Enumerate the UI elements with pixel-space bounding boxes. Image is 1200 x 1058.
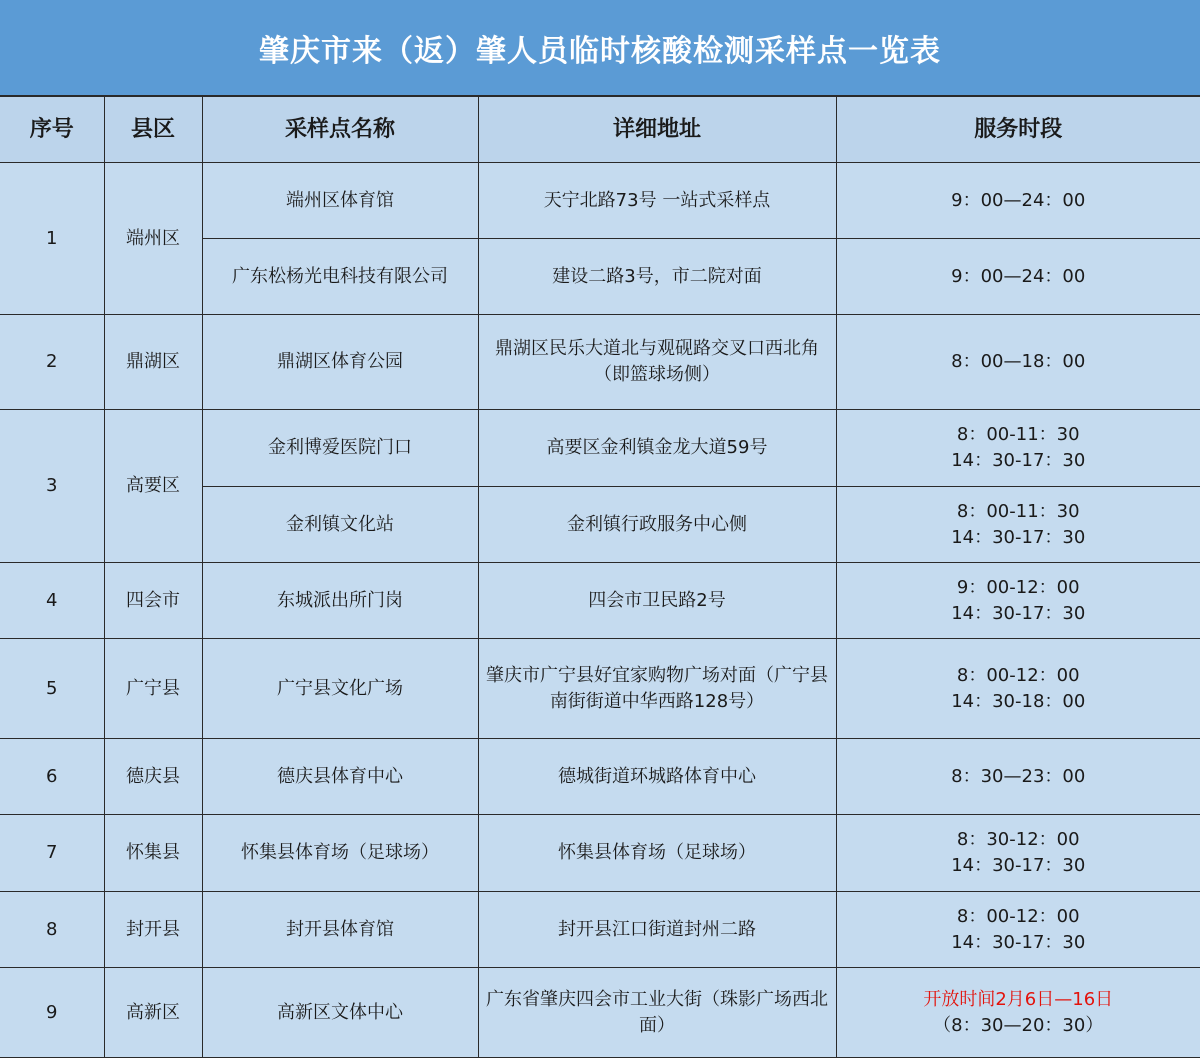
table-row bbox=[0, 968, 1200, 1058]
page-title: 肇庆市来（返）肇人员临时核酸检测采样点一览表 bbox=[0, 0, 1200, 96]
sampling-sites-table bbox=[0, 96, 1200, 1058]
site-name-cell: 广宁县文化广场 bbox=[202, 639, 478, 739]
table-row bbox=[0, 163, 1200, 239]
district-cell: 高新区 bbox=[104, 968, 202, 1058]
row-number: 2 bbox=[0, 315, 104, 410]
address-cell: 高要区金利镇金龙大道59号 bbox=[478, 410, 836, 487]
hours-cell bbox=[836, 487, 1200, 563]
table-row bbox=[0, 892, 1200, 968]
hours-line: 8：00-11：30 bbox=[956, 500, 1080, 522]
table-row bbox=[0, 639, 1200, 739]
hours-line: 8：00-12：00 bbox=[956, 905, 1080, 927]
address-cell: 广东省肇庆四会市工业大街（珠影广场西北面） bbox=[478, 968, 836, 1058]
district-cell: 怀集县 bbox=[104, 815, 202, 892]
table-header-row bbox=[0, 97, 1200, 163]
hours-line: 14：30-18：00 bbox=[951, 690, 1086, 712]
hours-cell bbox=[836, 315, 1200, 410]
site-name-cell: 德庆县体育中心 bbox=[202, 739, 478, 815]
site-name-cell: 高新区文体中心 bbox=[202, 968, 478, 1058]
hours-cell bbox=[836, 563, 1200, 639]
site-name-cell: 端州区体育馆 bbox=[202, 163, 478, 239]
hours-line: 8：00-12：00 bbox=[956, 664, 1080, 686]
hours-cell bbox=[836, 163, 1200, 239]
header-no: 序号 bbox=[0, 97, 104, 163]
hours-line: （8：30—20：30） bbox=[933, 1014, 1104, 1036]
address-cell: 肇庆市广宁县好宜家购物广场对面（广宁县南街街道中华西路128号） bbox=[478, 639, 836, 739]
row-number: 3 bbox=[0, 410, 104, 563]
hours-cell bbox=[836, 410, 1200, 487]
row-number: 4 bbox=[0, 563, 104, 639]
hours-line: 14：30-17：30 bbox=[951, 450, 1086, 471]
hours-line: 14：30-17：30 bbox=[951, 602, 1086, 624]
hours-line: 8：00-11：30 bbox=[956, 424, 1080, 445]
table-row bbox=[0, 563, 1200, 639]
site-name-cell: 金利镇文化站 bbox=[202, 487, 478, 563]
header-address: 详细地址 bbox=[478, 97, 836, 163]
hours-cell bbox=[836, 968, 1200, 1058]
hours-line: 8：30-12：00 bbox=[956, 829, 1080, 850]
hours-line: 8：00—18：00 bbox=[951, 351, 1086, 372]
site-name-cell: 鼎湖区体育公园 bbox=[202, 315, 478, 410]
district-cell: 封开县 bbox=[104, 892, 202, 968]
address-cell: 天宁北路73号 一站式采样点 bbox=[478, 163, 836, 239]
site-name-cell: 封开县体育馆 bbox=[202, 892, 478, 968]
table-row bbox=[0, 410, 1200, 487]
row-number: 8 bbox=[0, 892, 104, 968]
site-name-cell: 金利博爱医院门口 bbox=[202, 410, 478, 487]
district-cell: 德庆县 bbox=[104, 739, 202, 815]
district-cell: 广宁县 bbox=[104, 639, 202, 739]
row-number: 7 bbox=[0, 815, 104, 892]
address-cell: 建设二路3号，市二院对面 bbox=[478, 239, 836, 315]
hours-line: 9：00—24：00 bbox=[951, 189, 1086, 211]
address-cell: 德城街道环城路体育中心 bbox=[478, 739, 836, 815]
header-hours: 服务时段 bbox=[836, 97, 1200, 163]
hours-cell bbox=[836, 892, 1200, 968]
district-cell: 高要区 bbox=[104, 410, 202, 563]
hours-cell bbox=[836, 815, 1200, 892]
hours-line: 9：00-12：00 bbox=[956, 576, 1080, 598]
table-row bbox=[0, 815, 1200, 892]
hours-line: 14：30-17：30 bbox=[951, 931, 1086, 953]
hours-line: 9：00—24：00 bbox=[951, 265, 1086, 287]
row-number: 5 bbox=[0, 639, 104, 739]
site-name-cell: 怀集县体育场（足球场） bbox=[202, 815, 478, 892]
row-number: 9 bbox=[0, 968, 104, 1058]
hours-line: 14：30-17：30 bbox=[951, 855, 1086, 876]
site-name-cell: 广东松杨光电科技有限公司 bbox=[202, 239, 478, 315]
open-period-notice: 开放时间2月6日—16日 bbox=[923, 988, 1114, 1010]
address-cell: 封开县江口街道封州二路 bbox=[478, 892, 836, 968]
address-cell: 鼎湖区民乐大道北与观砚路交叉口西北角（即篮球场侧） bbox=[478, 315, 836, 410]
row-number: 1 bbox=[0, 163, 104, 315]
hours-cell bbox=[836, 739, 1200, 815]
district-cell: 鼎湖区 bbox=[104, 315, 202, 410]
address-cell: 四会市卫民路2号 bbox=[478, 563, 836, 639]
address-cell: 金利镇行政服务中心侧 bbox=[478, 487, 836, 563]
hours-line: 14：30-17：30 bbox=[951, 526, 1086, 548]
header-site-name: 采样点名称 bbox=[202, 97, 478, 163]
row-number: 6 bbox=[0, 739, 104, 815]
site-name-cell: 东城派出所门岗 bbox=[202, 563, 478, 639]
address-cell: 怀集县体育场（足球场） bbox=[478, 815, 836, 892]
hours-cell bbox=[836, 639, 1200, 739]
header-district: 县区 bbox=[104, 97, 202, 163]
district-cell: 端州区 bbox=[104, 163, 202, 315]
table-row bbox=[0, 739, 1200, 815]
hours-line: 8：30—23：00 bbox=[951, 765, 1086, 787]
district-cell: 四会市 bbox=[104, 563, 202, 639]
table-row bbox=[0, 315, 1200, 410]
hours-cell bbox=[836, 239, 1200, 315]
